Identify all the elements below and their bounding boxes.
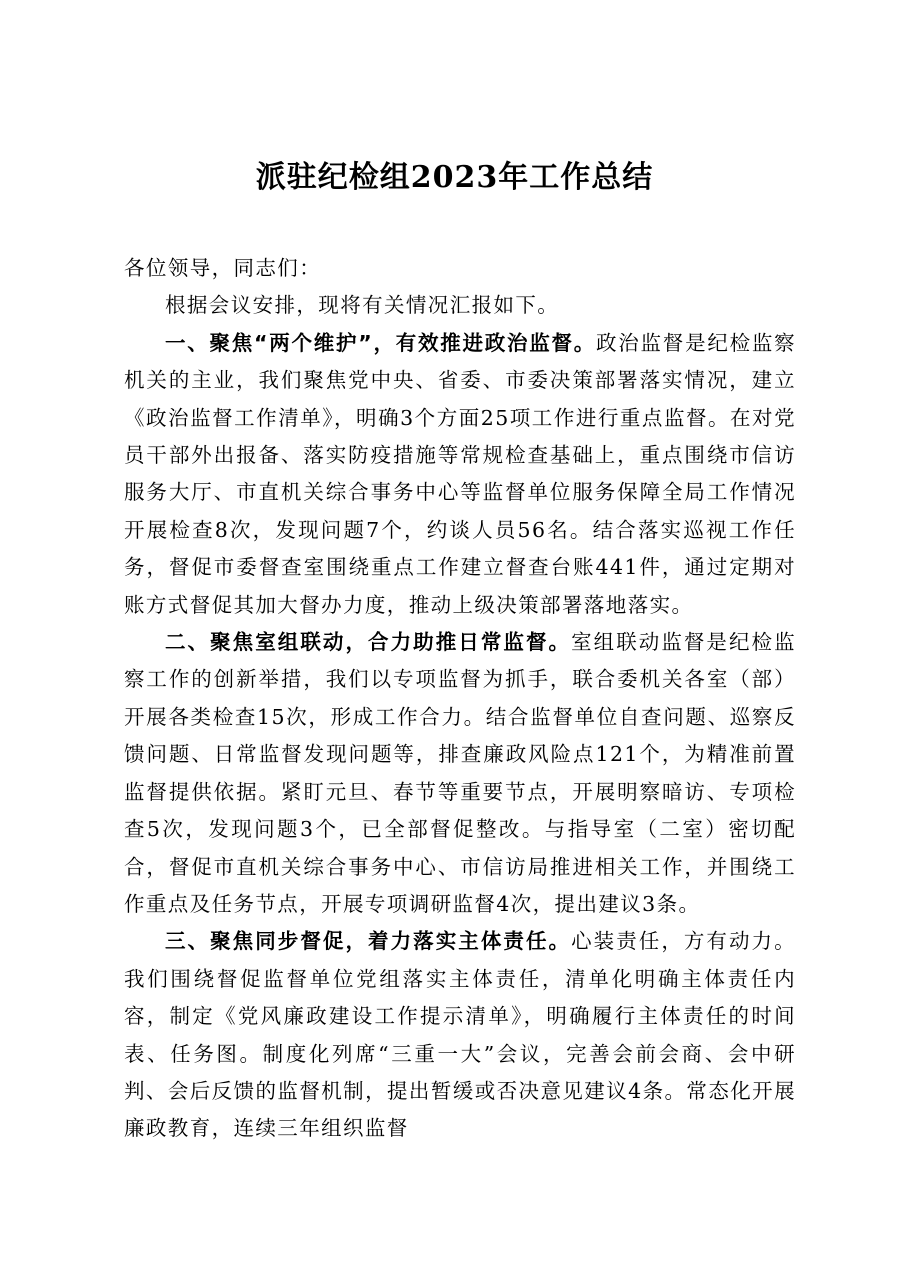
section-paragraph-2 xyxy=(124,624,796,923)
section-text-2: 室组联动监督是纪检监察工作的创新举措，我们以专项监督为抓手，联合委机关各室（部）开展各类检查15次，形成工作合力。结合监督单位自查问题、巡察反馈问题、日常监督发现问题等，排查廉政风险点121个，为精准前置监督提供依据。紧盯元旦、春节等重要节点，开展明察暗访、专项检查5次，发现问题3个，已全部督促整改。与指导室（二室）密切配合，督促市直机关综合事务中心、市信访局推进相关工作，并围绕工作重点及任务节点，开展专项调研监督4次，提出建议3条。 xyxy=(124,630,797,916)
section-paragraph-3 xyxy=(124,923,796,1147)
document-body xyxy=(124,250,796,1148)
document-title: 派驻纪检组2023年工作总结 xyxy=(255,160,654,195)
section-text-3: 心装责任，方有动力。我们围绕督促监督单位党组落实主体责任，清单化明确主体责任内容，制定《党风廉政建设工作提示清单》，明确履行主体责任的时间表、任务图。制度化列席“三重一大”会议，完善会前会商、会中研判、会后反馈的监督机制，提出暂缓或否决意见建议4条。常态化开展廉政教育，连续三年组织监督 xyxy=(124,929,797,1141)
section-heading-1: 一、聚焦“两个维护”，有效推进政治监督。 xyxy=(165,330,597,355)
salutation: 各位领导，同志们： xyxy=(124,256,322,280)
section-heading-2: 二、聚焦室组联动，合力助推日常监督。 xyxy=(165,630,572,655)
intro-paragraph: 根据会议安排，现将有关情况汇报如下。 xyxy=(165,293,560,318)
section-heading-3: 三、聚焦同步督促，着力落实主体责任。 xyxy=(165,929,572,954)
section-paragraph-1 xyxy=(124,325,796,624)
section-text-1: 政治监督是纪检监察机关的主业，我们聚焦党中央、省委、市委决策部署落实情况，建立《政治监督工作清单》，明确3个方面25项工作进行重点监督。在对党员干部外出报备、落实防疫措施等常规检查基础上，重点围绕市信访服务大厅、市直机关综合事务中心等监督单位服务保障全局工作情况开展检查8次，发现问题7个，约谈人员56名。结合落实巡视工作任务，督促市委督查室围绕重点工作建立督查台账441件，通过定期对账方式督促其加大督办力度，推动上级决策部署落地落实。 xyxy=(124,330,796,617)
